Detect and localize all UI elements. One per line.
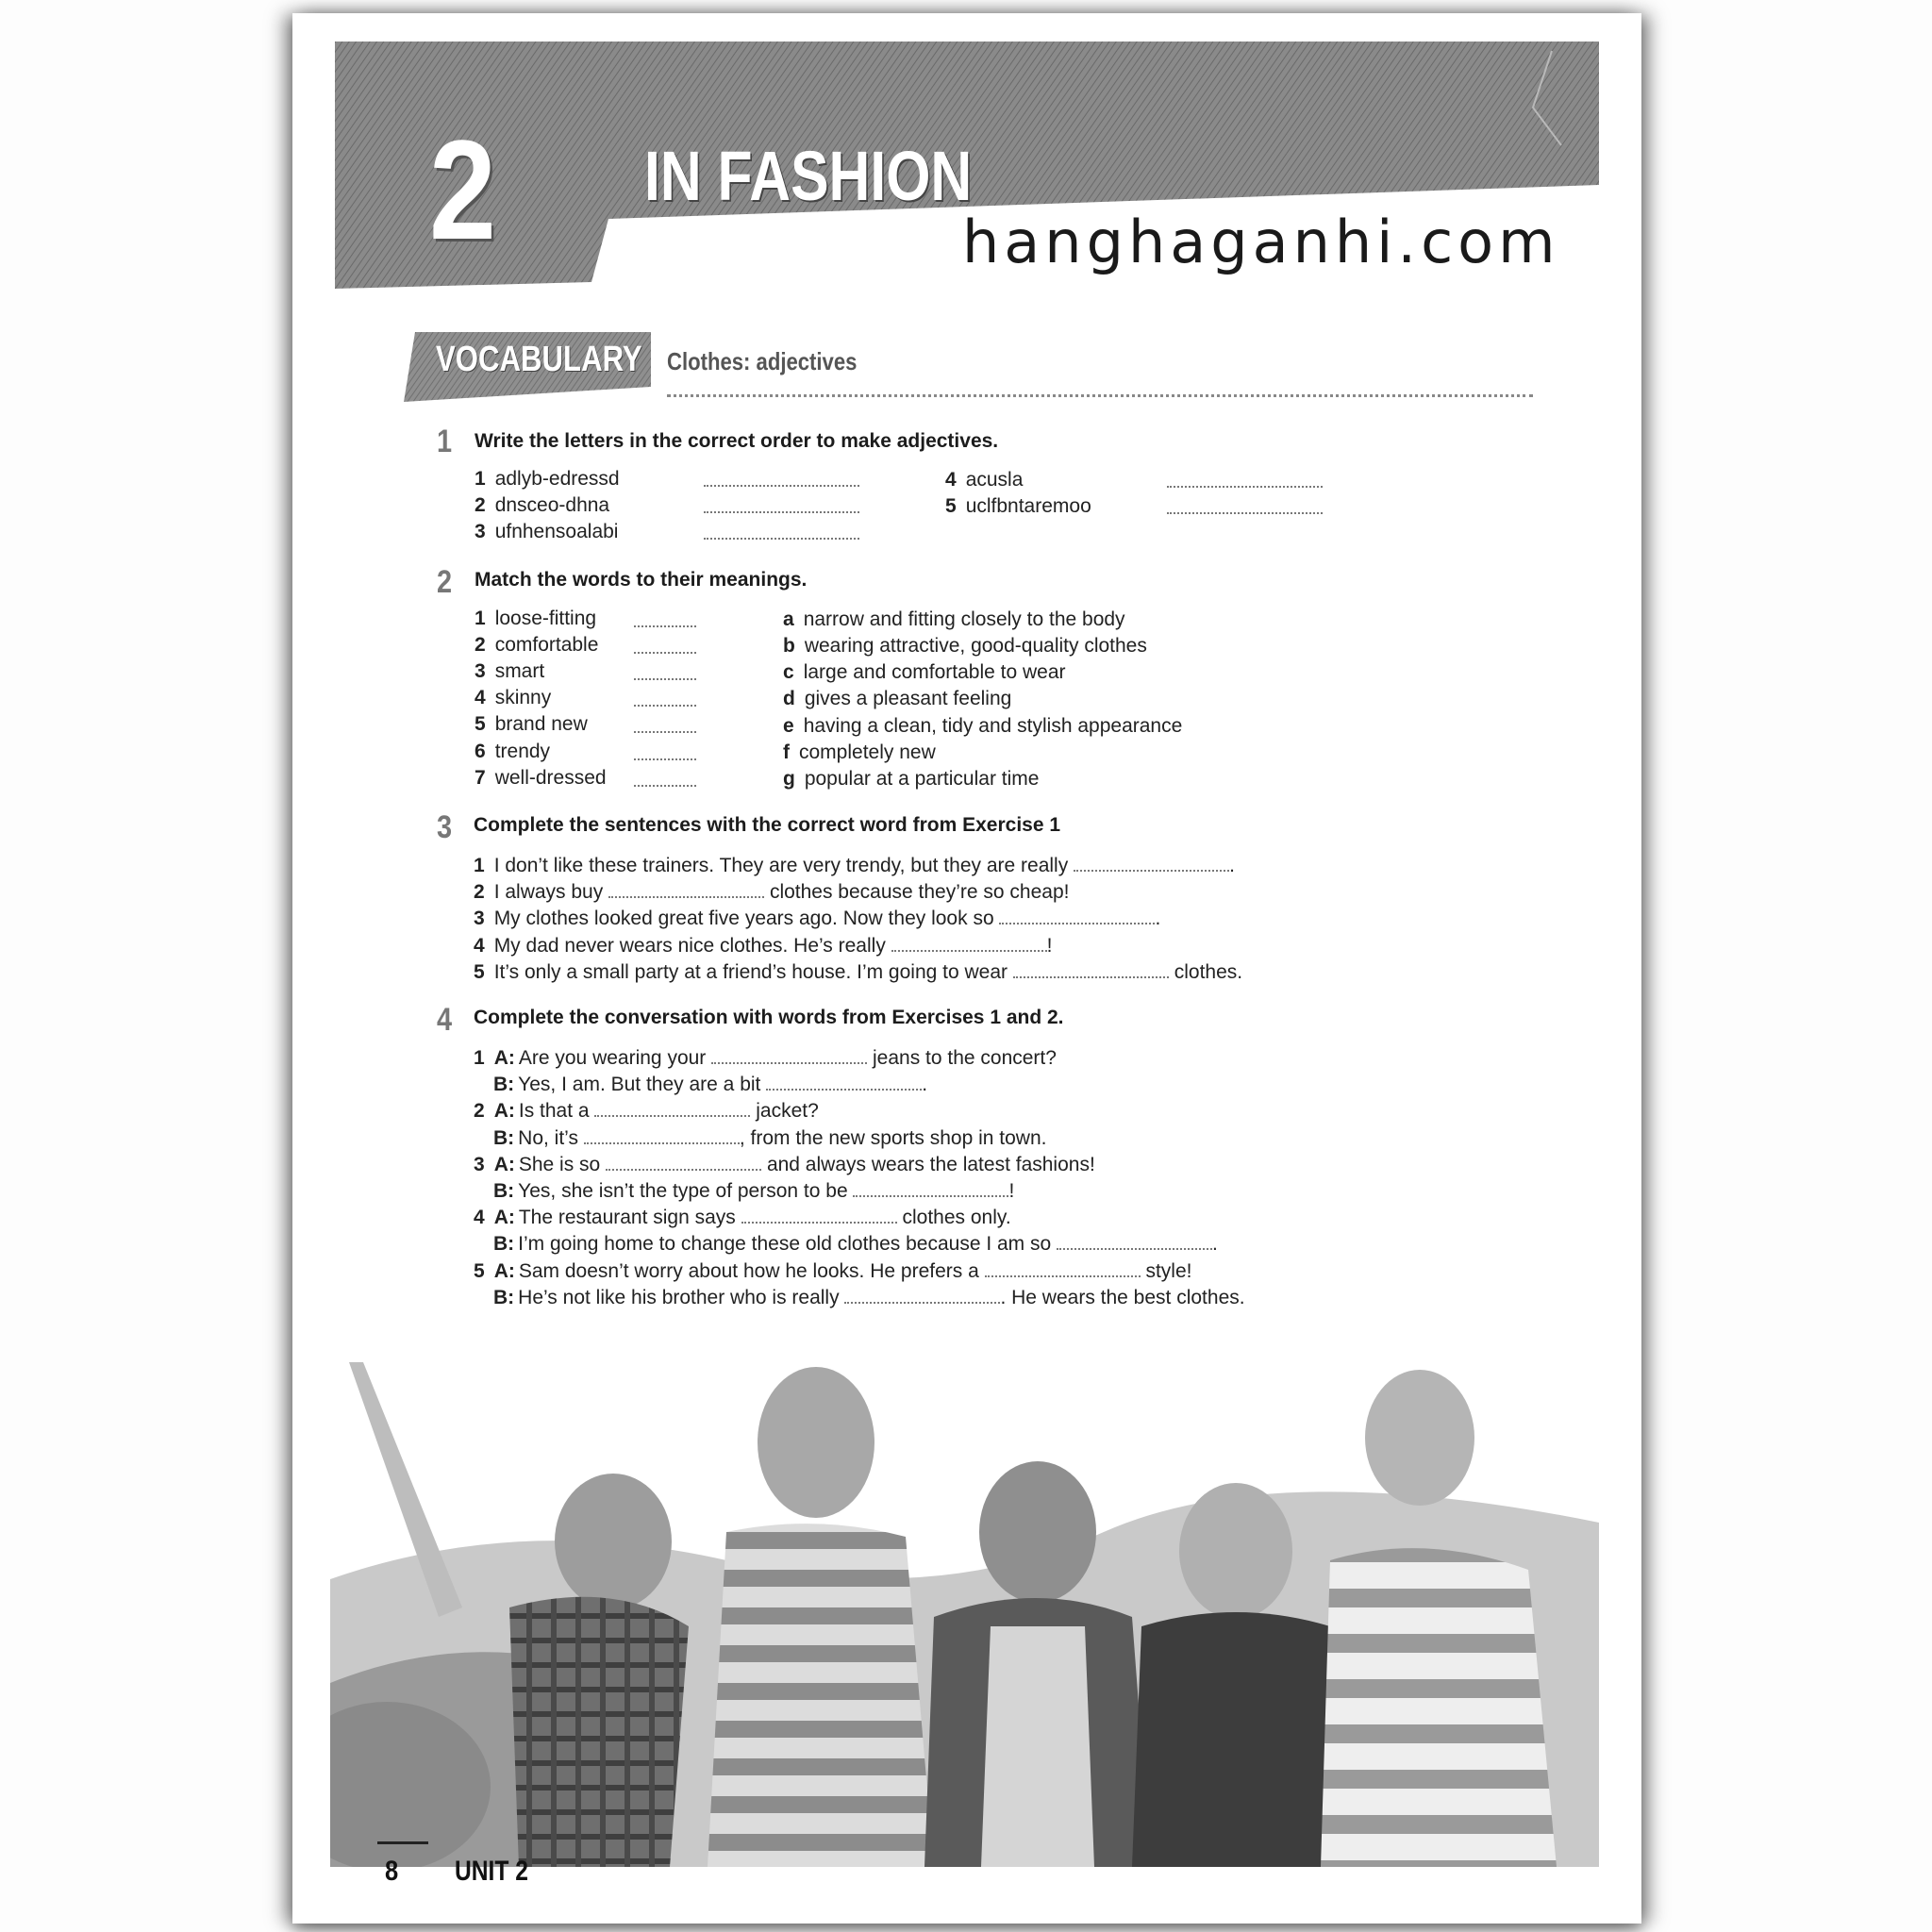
exercise-1-number: 1 bbox=[437, 424, 453, 459]
group-photo bbox=[330, 1343, 1599, 1867]
ex3-blank[interactable] bbox=[891, 935, 1047, 952]
ex4-blank[interactable] bbox=[594, 1100, 750, 1117]
exercise-3-number: 3 bbox=[437, 809, 453, 845]
ex4-blank[interactable] bbox=[1057, 1233, 1212, 1250]
exercise-4-instruction: Complete the conversation with words from Exercises 1 and 2. bbox=[474, 1007, 1064, 1028]
ex4-line-a: 2 A: Is that a jacket? bbox=[474, 1100, 819, 1122]
ex2-meaning: b wearing attractive, good-quality clothes bbox=[783, 635, 1147, 657]
ex4-line-a: 5 A: Sam doesn’t worry about how he looks. He prefers a style! bbox=[474, 1260, 1192, 1282]
ex2-word: 5 brand new bbox=[475, 713, 588, 735]
exercise-4-number: 4 bbox=[437, 1002, 453, 1038]
ex4-line-b: B: I’m going home to change these old clothes because I am so . bbox=[493, 1233, 1218, 1255]
ex3-sentence: 3 My clothes looked great five years ago. Now they look so . bbox=[474, 908, 1161, 929]
ex2-meaning: e having a clean, tidy and stylish appearance bbox=[783, 715, 1183, 737]
ex4-blank[interactable] bbox=[766, 1074, 922, 1091]
ex3-sentence: 1 I don’t like these trainers. They are very trendy, but they are really . bbox=[474, 855, 1235, 876]
ex3-blank[interactable] bbox=[1074, 855, 1229, 872]
exercise-2-number: 2 bbox=[437, 564, 453, 600]
ex3-blank[interactable] bbox=[608, 881, 764, 898]
ex4-line-b: B: Yes, I am. But they are a bit . bbox=[493, 1074, 928, 1095]
exercise-2-instruction: Match the words to their meanings. bbox=[475, 569, 808, 591]
section-label: VOCABULARY bbox=[436, 340, 642, 379]
ex4-line-b: B: No, it’s , from the new sports shop in town. bbox=[493, 1127, 1047, 1149]
ex1-item: 2 dnsceo-dhna bbox=[475, 494, 610, 516]
ex3-sentence: 5 It’s only a small party at a friend’s house. I’m going to wear clothes. bbox=[474, 961, 1243, 983]
ex1-item: 5 uclfbntaremoo bbox=[945, 495, 1091, 517]
ex2-word: 2 comfortable bbox=[475, 634, 599, 656]
ex4-blank[interactable] bbox=[853, 1180, 1008, 1197]
footer-unit-label: UNIT 2 bbox=[455, 1856, 528, 1887]
ex1-answer-line[interactable] bbox=[1167, 508, 1323, 514]
ex4-blank[interactable] bbox=[711, 1047, 867, 1064]
ex2-meaning: f completely new bbox=[783, 741, 936, 763]
unit-number: 2 bbox=[429, 110, 493, 269]
ex2-meaning: a narrow and fitting closely to the body bbox=[783, 608, 1125, 630]
watermark: hanghaganhi.com bbox=[962, 208, 1560, 276]
ex2-meaning: d gives a pleasant feeling bbox=[783, 688, 1012, 709]
ex2-answer-line[interactable] bbox=[634, 781, 696, 787]
ex4-blank[interactable] bbox=[844, 1287, 1000, 1304]
ex2-answer-line[interactable] bbox=[634, 648, 696, 654]
ex2-word: 1 loose-fitting bbox=[475, 608, 597, 629]
unit-title: IN FASHION bbox=[644, 137, 973, 215]
ex1-item: 4 acusla bbox=[945, 469, 1024, 491]
workbook-page bbox=[292, 13, 1641, 1924]
ex1-answer-line[interactable] bbox=[704, 534, 859, 540]
ex4-blank[interactable] bbox=[606, 1154, 761, 1171]
ex4-blank[interactable] bbox=[985, 1260, 1141, 1277]
ex1-item: 3 ufnhensoalabi bbox=[475, 521, 619, 542]
ex1-answer-line[interactable] bbox=[704, 508, 859, 513]
ex2-meaning: c large and comfortable to wear bbox=[783, 661, 1066, 683]
footer-rule bbox=[377, 1841, 428, 1844]
ex3-blank[interactable] bbox=[1013, 961, 1169, 978]
ex4-blank[interactable] bbox=[741, 1207, 897, 1224]
ex4-line-b: B: He’s not like his brother who is really . He wears the best clothes. bbox=[493, 1287, 1245, 1308]
section-rule bbox=[667, 394, 1533, 397]
ex2-word: 3 smart bbox=[475, 660, 545, 682]
ex2-answer-line[interactable] bbox=[634, 755, 696, 760]
ex3-blank[interactable] bbox=[999, 908, 1155, 924]
ex4-blank[interactable] bbox=[584, 1127, 740, 1144]
section-subtitle: Clothes: adjectives bbox=[667, 347, 858, 375]
ex2-answer-line[interactable] bbox=[634, 727, 696, 733]
ex3-sentence: 4 My dad never wears nice clothes. He’s really ! bbox=[474, 935, 1053, 957]
exercise-3-instruction: Complete the sentences with the correct word from Exercise 1 bbox=[474, 814, 1061, 836]
exercise-1-instruction: Write the letters in the correct order to make adjectives. bbox=[475, 430, 999, 452]
ex3-sentence: 2 I always buy clothes because they’re so cheap! bbox=[474, 881, 1070, 903]
ex2-word: 6 trendy bbox=[475, 741, 551, 762]
ex2-word: 7 well-dressed bbox=[475, 767, 607, 789]
ex2-answer-line[interactable] bbox=[634, 675, 696, 680]
ex2-answer-line[interactable] bbox=[634, 701, 696, 707]
page-number: 8 bbox=[385, 1856, 399, 1887]
ex1-item: 1 adlyb-edressd bbox=[475, 468, 620, 490]
ex1-answer-line[interactable] bbox=[1167, 482, 1323, 488]
ex2-meaning: g popular at a particular time bbox=[783, 768, 1040, 790]
ex4-line-a: 1 A: Are you wearing your jeans to the concert? bbox=[474, 1047, 1057, 1069]
ex2-word: 4 skinny bbox=[475, 687, 552, 708]
ex2-answer-line[interactable] bbox=[634, 622, 696, 627]
ex4-line-a: 4 A: The restaurant sign says clothes only. bbox=[474, 1207, 1011, 1228]
ex4-line-b: B: Yes, she isn’t the type of person to be ! bbox=[493, 1180, 1015, 1202]
ex1-answer-line[interactable] bbox=[704, 481, 859, 487]
ex4-line-a: 3 A: She is so and always wears the latest fashions! bbox=[474, 1154, 1095, 1175]
